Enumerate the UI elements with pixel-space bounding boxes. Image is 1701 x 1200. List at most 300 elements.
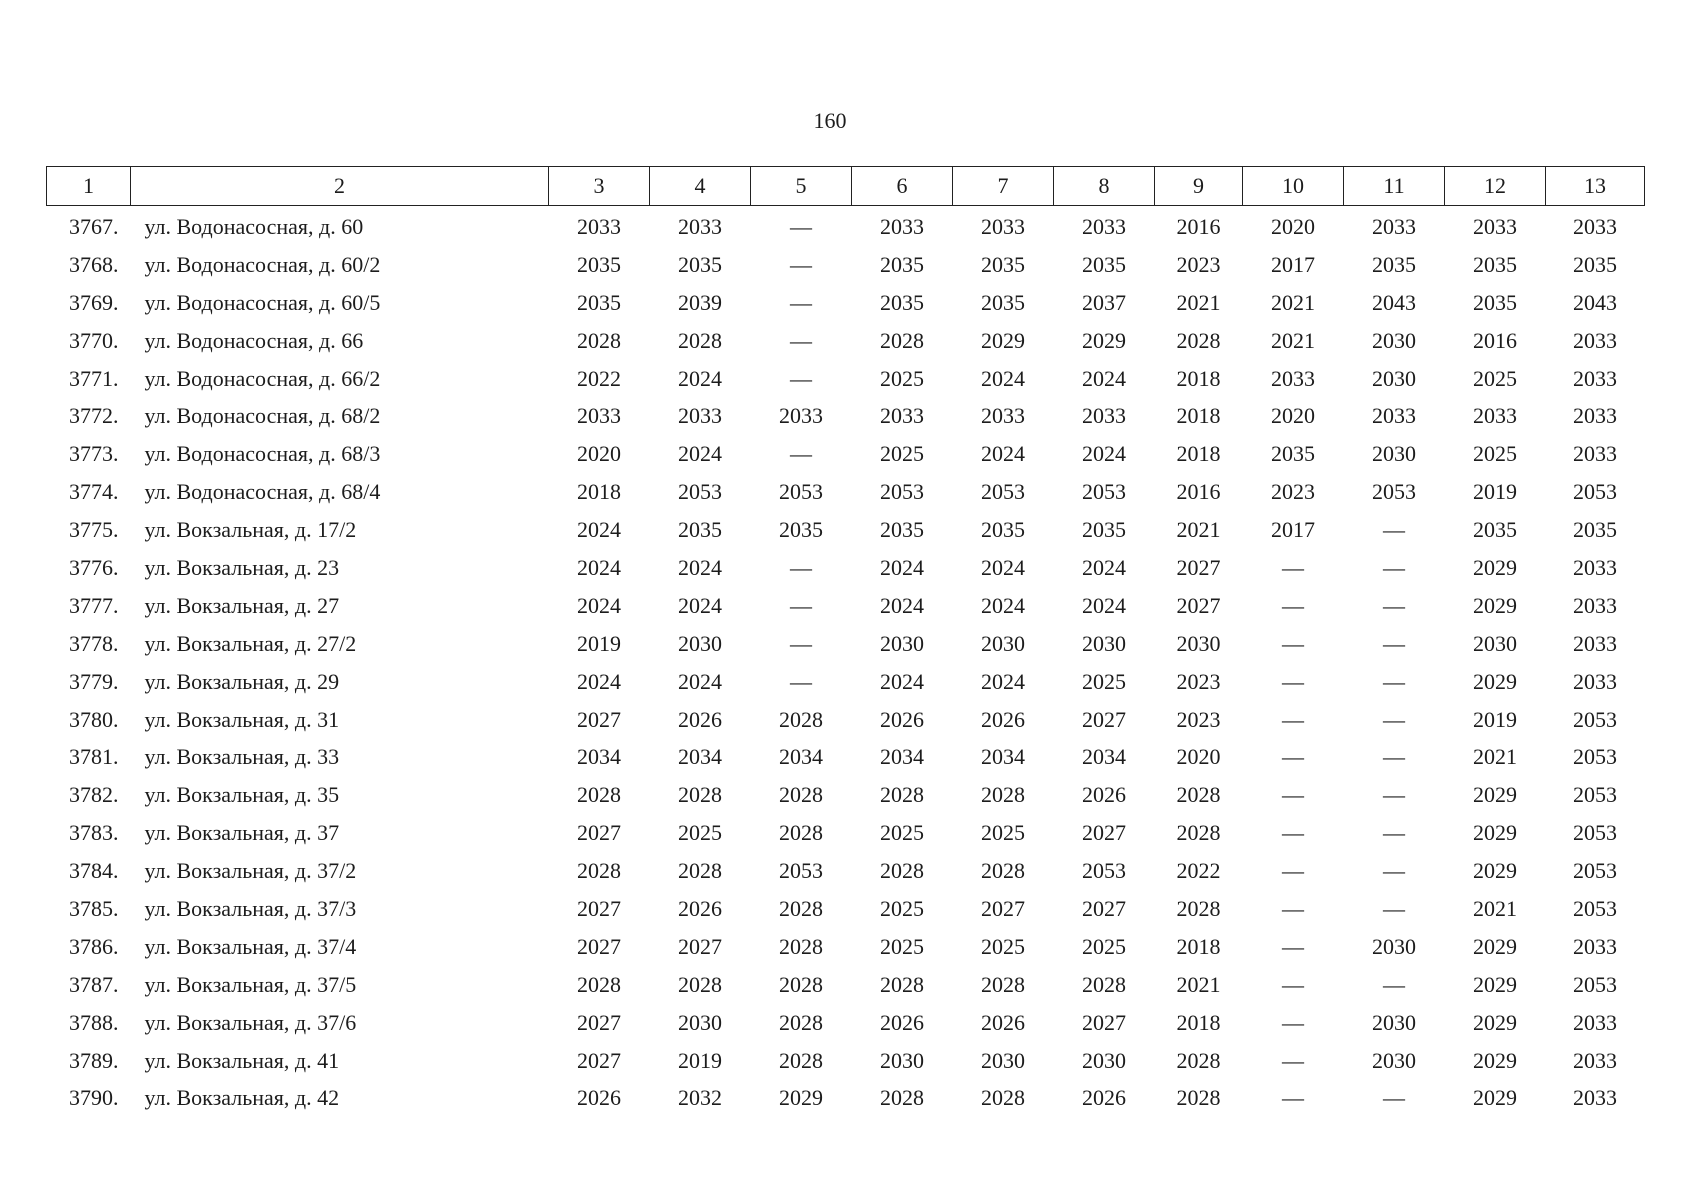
year-cell-col-4: 2030 bbox=[678, 1009, 722, 1035]
table-row bbox=[47, 1042, 1645, 1080]
address-cell: ул. Водонасосная, д. 60/5 bbox=[144, 289, 381, 315]
year-cell-col-13: 2033 bbox=[1573, 213, 1617, 239]
column-header-6: 6 bbox=[852, 167, 953, 206]
year-cell-col-7: 2033 bbox=[981, 403, 1025, 429]
year-cell-col-10: 2021 bbox=[1271, 289, 1315, 315]
year-cell-col-4: 2035 bbox=[678, 517, 722, 543]
year-cell-col-8: 2027 bbox=[1082, 706, 1126, 732]
year-cell-col-6: 2025 bbox=[880, 365, 924, 391]
year-cell-col-3: 2024 bbox=[577, 517, 621, 543]
year-cell-col-13: 2053 bbox=[1573, 971, 1617, 997]
table-row bbox=[47, 435, 1645, 473]
row-number: 3787. bbox=[69, 971, 119, 997]
address-cell: ул. Вокзальная, д. 37/2 bbox=[144, 858, 357, 884]
address-cell: ул. Водонасосная, д. 68/2 bbox=[144, 403, 381, 429]
year-cell-col-8: 2024 bbox=[1082, 365, 1126, 391]
year-cell-col-5: 2028 bbox=[779, 895, 823, 921]
year-cell-col-6: 2035 bbox=[880, 289, 924, 315]
column-header-8: 8 bbox=[1054, 167, 1155, 206]
year-cell-col-10: — bbox=[1282, 1047, 1304, 1073]
year-cell-col-9: 2021 bbox=[1176, 289, 1221, 315]
column-header-3: 3 bbox=[549, 167, 650, 206]
year-cell-col-13: 2043 bbox=[1573, 289, 1617, 315]
year-cell-col-4: 2030 bbox=[678, 630, 722, 656]
table-row bbox=[47, 246, 1645, 284]
year-cell-col-12: 2029 bbox=[1473, 592, 1517, 618]
year-cell-col-3: 2035 bbox=[577, 289, 621, 315]
year-cell-col-7: 2025 bbox=[981, 933, 1025, 959]
table-row bbox=[47, 625, 1645, 663]
row-number: 3788. bbox=[69, 1009, 119, 1035]
year-cell-col-4: 2025 bbox=[678, 820, 722, 846]
year-cell-col-10: 2033 bbox=[1271, 365, 1315, 391]
year-cell-col-12: 2029 bbox=[1473, 668, 1517, 694]
row-number: 3780. bbox=[69, 706, 119, 732]
year-cell-col-6: 2025 bbox=[880, 820, 924, 846]
year-cell-col-3: 2026 bbox=[577, 1085, 621, 1111]
year-cell-col-3: 2024 bbox=[577, 668, 621, 694]
year-cell-col-7: 2028 bbox=[981, 1085, 1025, 1111]
year-cell-col-3: 2027 bbox=[577, 895, 621, 921]
year-cell-col-3: 2024 bbox=[577, 592, 621, 618]
year-cell-col-7: 2026 bbox=[981, 706, 1025, 732]
year-cell-col-10: 2023 bbox=[1271, 479, 1315, 505]
year-cell-col-8: 2024 bbox=[1082, 592, 1126, 618]
year-cell-col-11: — bbox=[1383, 971, 1405, 997]
column-header-12: 12 bbox=[1445, 167, 1546, 206]
row-number: 3790. bbox=[69, 1085, 119, 1111]
year-cell-col-6: 2028 bbox=[880, 782, 924, 808]
year-cell-col-4: 2024 bbox=[678, 554, 722, 580]
table-row bbox=[47, 284, 1645, 322]
column-header-11: 11 bbox=[1344, 167, 1445, 206]
year-cell-col-5: — bbox=[790, 441, 812, 467]
year-cell-col-9: 2028 bbox=[1176, 895, 1221, 921]
year-cell-col-5: — bbox=[790, 630, 812, 656]
year-cell-col-9: 2028 bbox=[1176, 782, 1221, 808]
year-cell-col-7: 2028 bbox=[981, 971, 1025, 997]
year-cell-col-7: 2034 bbox=[981, 744, 1025, 770]
year-cell-col-11: 2033 bbox=[1372, 213, 1416, 239]
year-cell-col-3: 2028 bbox=[577, 858, 621, 884]
year-cell-col-4: 2028 bbox=[678, 782, 722, 808]
year-cell-col-12: 2029 bbox=[1473, 554, 1517, 580]
year-cell-col-8: 2025 bbox=[1082, 668, 1126, 694]
column-header-7: 7 bbox=[953, 167, 1054, 206]
year-cell-col-13: 2033 bbox=[1573, 1085, 1617, 1111]
address-cell: ул. Водонасосная, д. 68/3 bbox=[144, 441, 381, 467]
year-cell-col-13: 2033 bbox=[1573, 1047, 1617, 1073]
year-cell-col-6: 2024 bbox=[880, 554, 924, 580]
year-cell-col-12: 2029 bbox=[1473, 820, 1517, 846]
year-cell-col-13: 2033 bbox=[1573, 1009, 1617, 1035]
row-number: 3783. bbox=[69, 820, 119, 846]
row-number: 3774. bbox=[69, 479, 119, 505]
year-cell-col-8: 2027 bbox=[1082, 895, 1126, 921]
year-cell-col-3: 2027 bbox=[577, 1009, 621, 1035]
year-cell-col-7: 2025 bbox=[981, 820, 1025, 846]
year-cell-col-11: — bbox=[1383, 820, 1405, 846]
year-cell-col-10: — bbox=[1282, 706, 1304, 732]
year-cell-col-3: 2028 bbox=[577, 327, 621, 353]
year-cell-col-5: — bbox=[790, 554, 812, 580]
year-cell-col-3: 2027 bbox=[577, 933, 621, 959]
year-cell-col-8: 2030 bbox=[1082, 630, 1126, 656]
year-cell-col-9: 2022 bbox=[1176, 858, 1221, 884]
year-cell-col-13: 2053 bbox=[1573, 706, 1617, 732]
year-cell-col-4: 2028 bbox=[678, 858, 722, 884]
year-cell-col-11: — bbox=[1383, 668, 1405, 694]
address-cell: ул. Вокзальная, д. 17/2 bbox=[144, 517, 357, 543]
year-cell-col-8: 2035 bbox=[1082, 517, 1126, 543]
year-cell-col-6: 2030 bbox=[880, 630, 924, 656]
address-cell: ул. Вокзальная, д. 37 bbox=[144, 820, 340, 846]
year-cell-col-12: 2035 bbox=[1473, 251, 1517, 277]
year-cell-col-12: 2029 bbox=[1473, 782, 1517, 808]
year-cell-col-13: 2033 bbox=[1573, 441, 1617, 467]
year-cell-col-9: 2023 bbox=[1176, 706, 1221, 732]
year-cell-col-7: 2035 bbox=[981, 517, 1025, 543]
year-cell-col-3: 2035 bbox=[577, 251, 621, 277]
year-cell-col-7: 2035 bbox=[981, 251, 1025, 277]
row-number: 3789. bbox=[69, 1047, 119, 1073]
year-cell-col-8: 2035 bbox=[1082, 251, 1126, 277]
year-cell-col-11: — bbox=[1383, 517, 1405, 543]
year-cell-col-13: 2033 bbox=[1573, 592, 1617, 618]
address-cell: ул. Вокзальная, д. 37/6 bbox=[144, 1009, 357, 1035]
table-row bbox=[47, 738, 1645, 776]
table-row bbox=[47, 1004, 1645, 1042]
year-cell-col-12: 2033 bbox=[1473, 403, 1517, 429]
year-cell-col-6: 2028 bbox=[880, 858, 924, 884]
year-cell-col-10: — bbox=[1282, 1009, 1304, 1035]
year-cell-col-11: — bbox=[1383, 706, 1405, 732]
year-cell-col-10: — bbox=[1282, 630, 1304, 656]
year-cell-col-8: 2024 bbox=[1082, 441, 1126, 467]
year-cell-col-7: 2024 bbox=[981, 441, 1025, 467]
year-cell-col-7: 2053 bbox=[981, 479, 1025, 505]
table-row bbox=[47, 814, 1645, 852]
row-number: 3784. bbox=[69, 858, 119, 884]
table-header bbox=[47, 167, 1645, 206]
table-row bbox=[47, 549, 1645, 587]
address-cell: ул. Вокзальная, д. 33 bbox=[144, 744, 340, 770]
column-header-2: 2 bbox=[131, 167, 549, 206]
year-cell-col-5: 2034 bbox=[779, 744, 823, 770]
year-cell-col-6: 2028 bbox=[880, 1085, 924, 1111]
year-cell-col-4: 2033 bbox=[678, 213, 722, 239]
year-cell-col-11: — bbox=[1383, 744, 1405, 770]
year-cell-col-11: 2030 bbox=[1372, 327, 1416, 353]
year-cell-col-3: 2019 bbox=[577, 630, 621, 656]
year-cell-col-7: 2027 bbox=[981, 895, 1025, 921]
table-row bbox=[47, 360, 1645, 398]
year-cell-col-8: 2034 bbox=[1082, 744, 1126, 770]
year-cell-col-7: 2029 bbox=[981, 327, 1025, 353]
table-row bbox=[47, 663, 1645, 701]
year-cell-col-4: 2026 bbox=[678, 706, 722, 732]
year-cell-col-4: 2034 bbox=[678, 744, 722, 770]
year-cell-col-9: 2016 bbox=[1176, 479, 1221, 505]
year-cell-col-5: 2053 bbox=[779, 858, 823, 884]
year-cell-col-13: 2033 bbox=[1573, 403, 1617, 429]
year-cell-col-6: 2033 bbox=[880, 403, 924, 429]
address-cell: ул. Водонасосная, д. 66/2 bbox=[144, 365, 381, 391]
year-cell-col-8: 2037 bbox=[1082, 289, 1126, 315]
year-cell-col-12: 2021 bbox=[1473, 744, 1517, 770]
table-row bbox=[47, 473, 1645, 511]
year-cell-col-12: 2025 bbox=[1473, 441, 1517, 467]
table-row bbox=[47, 852, 1645, 890]
table-row bbox=[47, 397, 1645, 435]
table-row bbox=[47, 966, 1645, 1004]
year-cell-col-3: 2027 bbox=[577, 706, 621, 732]
header-row bbox=[47, 167, 1645, 206]
year-cell-col-13: 2033 bbox=[1573, 668, 1617, 694]
year-cell-col-9: 2028 bbox=[1176, 327, 1221, 353]
year-cell-col-13: 2053 bbox=[1573, 820, 1617, 846]
year-cell-col-5: 2028 bbox=[779, 1009, 823, 1035]
year-cell-col-11: — bbox=[1383, 858, 1405, 884]
address-cell: ул. Вокзальная, д. 37/3 bbox=[144, 895, 357, 921]
year-cell-col-13: 2053 bbox=[1573, 744, 1617, 770]
year-cell-col-10: 2017 bbox=[1271, 251, 1315, 277]
year-cell-col-11: — bbox=[1383, 782, 1405, 808]
year-cell-col-10: 2017 bbox=[1271, 517, 1315, 543]
row-number: 3776. bbox=[69, 554, 119, 580]
year-cell-col-11: 2030 bbox=[1372, 1009, 1416, 1035]
year-cell-col-8: 2027 bbox=[1082, 1009, 1126, 1035]
year-cell-col-3: 2034 bbox=[577, 744, 621, 770]
year-cell-col-5: 2029 bbox=[779, 1085, 823, 1111]
address-cell: ул. Вокзальная, д. 42 bbox=[144, 1085, 340, 1111]
year-cell-col-13: 2053 bbox=[1573, 479, 1617, 505]
row-number: 3779. bbox=[69, 668, 119, 694]
year-cell-col-9: 2016 bbox=[1176, 213, 1221, 239]
year-cell-col-12: 2033 bbox=[1473, 213, 1517, 239]
page-number: 160 bbox=[813, 108, 847, 133]
table-row bbox=[47, 701, 1645, 739]
year-cell-col-3: 2028 bbox=[577, 971, 621, 997]
year-cell-col-5: — bbox=[790, 213, 812, 239]
address-cell: ул. Вокзальная, д. 41 bbox=[144, 1047, 340, 1073]
year-cell-col-6: 2028 bbox=[880, 971, 924, 997]
year-cell-col-9: 2020 bbox=[1176, 744, 1221, 770]
year-cell-col-12: 2029 bbox=[1473, 1009, 1517, 1035]
year-cell-col-8: 2029 bbox=[1082, 327, 1126, 353]
year-cell-col-5: — bbox=[790, 251, 812, 277]
year-cell-col-7: 2028 bbox=[981, 858, 1025, 884]
address-cell: ул. Вокзальная, д. 31 bbox=[144, 706, 340, 732]
year-cell-col-10: — bbox=[1282, 971, 1304, 997]
year-cell-col-12: 2029 bbox=[1473, 933, 1517, 959]
year-cell-col-4: 2028 bbox=[678, 327, 722, 353]
year-cell-col-4: 2035 bbox=[678, 251, 722, 277]
year-cell-col-5: 2033 bbox=[779, 403, 823, 429]
year-cell-col-9: 2027 bbox=[1176, 592, 1221, 618]
year-cell-col-12: 2035 bbox=[1473, 517, 1517, 543]
year-cell-col-4: 2039 bbox=[678, 289, 722, 315]
year-cell-col-4: 2026 bbox=[678, 895, 722, 921]
table-row bbox=[47, 587, 1645, 625]
year-cell-col-7: 2024 bbox=[981, 592, 1025, 618]
year-cell-col-10: — bbox=[1282, 858, 1304, 884]
year-cell-col-10: 2035 bbox=[1271, 441, 1315, 467]
year-cell-col-5: 2028 bbox=[779, 1047, 823, 1073]
year-cell-col-3: 2028 bbox=[577, 782, 621, 808]
address-cell: ул. Вокзальная, д. 23 bbox=[144, 554, 340, 580]
year-cell-col-7: 2030 bbox=[981, 630, 1025, 656]
address-cell: ул. Вокзальная, д. 35 bbox=[144, 782, 340, 808]
year-cell-col-11: — bbox=[1383, 630, 1405, 656]
address-cell: ул. Водонасосная, д. 68/4 bbox=[144, 479, 381, 505]
address-cell: ул. Вокзальная, д. 37/4 bbox=[144, 933, 357, 959]
year-cell-col-6: 2028 bbox=[880, 327, 924, 353]
year-cell-col-4: 2053 bbox=[678, 479, 722, 505]
year-cell-col-7: 2028 bbox=[981, 782, 1025, 808]
year-cell-col-11: — bbox=[1383, 592, 1405, 618]
year-cell-col-11: 2043 bbox=[1372, 289, 1416, 315]
column-header-1: 1 bbox=[47, 167, 131, 206]
year-cell-col-7: 2024 bbox=[981, 365, 1025, 391]
year-cell-col-9: 2023 bbox=[1176, 668, 1221, 694]
row-number: 3769. bbox=[69, 289, 119, 315]
year-cell-col-10: — bbox=[1282, 820, 1304, 846]
year-cell-col-9: 2018 bbox=[1176, 441, 1221, 467]
row-number: 3772. bbox=[69, 403, 119, 429]
year-cell-col-4: 2024 bbox=[678, 592, 722, 618]
year-cell-col-6: 2024 bbox=[880, 592, 924, 618]
year-cell-col-4: 2027 bbox=[678, 933, 722, 959]
year-cell-col-3: 2033 bbox=[577, 213, 621, 239]
year-cell-col-4: 2028 bbox=[678, 971, 722, 997]
year-cell-col-11: 2035 bbox=[1372, 251, 1416, 277]
year-cell-col-5: — bbox=[790, 592, 812, 618]
year-cell-col-6: 2053 bbox=[880, 479, 924, 505]
row-number: 3778. bbox=[69, 630, 119, 656]
year-cell-col-5: — bbox=[790, 668, 812, 694]
year-cell-col-9: 2018 bbox=[1176, 403, 1221, 429]
year-cell-col-10: — bbox=[1282, 782, 1304, 808]
year-cell-col-12: 2030 bbox=[1473, 630, 1517, 656]
year-cell-col-6: 2025 bbox=[880, 933, 924, 959]
year-cell-col-12: 2029 bbox=[1473, 858, 1517, 884]
table-row bbox=[47, 322, 1645, 360]
year-cell-col-5: 2028 bbox=[779, 820, 823, 846]
year-cell-col-11: 2053 bbox=[1372, 479, 1416, 505]
year-cell-col-11: 2033 bbox=[1372, 403, 1416, 429]
year-cell-col-4: 2032 bbox=[678, 1085, 722, 1111]
address-cell: ул. Водонасосная, д. 60/2 bbox=[144, 251, 381, 277]
year-cell-col-13: 2033 bbox=[1573, 933, 1617, 959]
row-number: 3773. bbox=[69, 441, 119, 467]
year-cell-col-6: 2033 bbox=[880, 213, 924, 239]
column-header-13: 13 bbox=[1546, 167, 1645, 206]
year-cell-col-9: 2023 bbox=[1176, 251, 1221, 277]
year-cell-col-7: 2033 bbox=[981, 213, 1025, 239]
year-cell-col-4: 2033 bbox=[678, 403, 722, 429]
year-cell-col-5: — bbox=[790, 365, 812, 391]
year-cell-col-10: — bbox=[1282, 592, 1304, 618]
row-number: 3768. bbox=[69, 251, 119, 277]
table-row bbox=[47, 928, 1645, 966]
year-cell-col-10: — bbox=[1282, 933, 1304, 959]
year-cell-col-4: 2024 bbox=[678, 365, 722, 391]
table-row bbox=[47, 776, 1645, 814]
row-number: 3781. bbox=[69, 744, 119, 770]
year-cell-col-6: 2035 bbox=[880, 251, 924, 277]
year-cell-col-8: 2028 bbox=[1082, 971, 1126, 997]
year-cell-col-8: 2030 bbox=[1082, 1047, 1126, 1073]
year-cell-col-5: 2028 bbox=[779, 782, 823, 808]
column-header-9: 9 bbox=[1155, 167, 1243, 206]
year-cell-col-8: 2053 bbox=[1082, 479, 1126, 505]
year-cell-col-3: 2027 bbox=[577, 820, 621, 846]
row-number: 3777. bbox=[69, 592, 119, 618]
year-cell-col-6: 2024 bbox=[880, 668, 924, 694]
row-number: 3767. bbox=[69, 213, 119, 239]
year-cell-col-6: 2025 bbox=[880, 441, 924, 467]
year-cell-col-8: 2025 bbox=[1082, 933, 1126, 959]
year-cell-col-12: 2029 bbox=[1473, 1047, 1517, 1073]
year-cell-col-7: 2026 bbox=[981, 1009, 1025, 1035]
year-cell-col-13: 2053 bbox=[1573, 782, 1617, 808]
year-cell-col-3: 2020 bbox=[577, 441, 621, 467]
row-number: 3771. bbox=[69, 365, 119, 391]
year-cell-col-13: 2033 bbox=[1573, 630, 1617, 656]
year-cell-col-13: 2035 bbox=[1573, 251, 1617, 277]
year-cell-col-11: 2030 bbox=[1372, 933, 1416, 959]
year-cell-col-11: 2030 bbox=[1372, 441, 1416, 467]
year-cell-col-10: — bbox=[1282, 668, 1304, 694]
year-cell-col-7: 2030 bbox=[981, 1047, 1025, 1073]
year-cell-col-9: 2028 bbox=[1176, 1085, 1221, 1111]
year-cell-col-11: — bbox=[1383, 895, 1405, 921]
column-header-5: 5 bbox=[751, 167, 852, 206]
year-cell-col-10: — bbox=[1282, 554, 1304, 580]
year-cell-col-12: 2021 bbox=[1473, 895, 1517, 921]
year-cell-col-12: 2035 bbox=[1473, 289, 1517, 315]
table-body bbox=[47, 206, 1645, 1118]
year-cell-col-8: 2033 bbox=[1082, 403, 1126, 429]
year-cell-col-12: 2025 bbox=[1473, 365, 1517, 391]
year-cell-col-4: 2019 bbox=[678, 1047, 722, 1073]
address-cell: ул. Вокзальная, д. 37/5 bbox=[144, 971, 357, 997]
year-cell-col-8: 2026 bbox=[1082, 1085, 1126, 1111]
year-cell-col-6: 2034 bbox=[880, 744, 924, 770]
year-cell-col-13: 2053 bbox=[1573, 895, 1617, 921]
year-cell-col-5: 2028 bbox=[779, 706, 823, 732]
year-cell-col-3: 2033 bbox=[577, 403, 621, 429]
year-cell-col-10: 2020 bbox=[1271, 213, 1315, 239]
year-cell-col-9: 2030 bbox=[1176, 630, 1221, 656]
year-cell-col-5: 2053 bbox=[779, 479, 823, 505]
table-row bbox=[47, 511, 1645, 549]
year-cell-col-6: 2026 bbox=[880, 1009, 924, 1035]
year-cell-col-8: 2033 bbox=[1082, 213, 1126, 239]
year-cell-col-9: 2028 bbox=[1176, 820, 1221, 846]
year-cell-col-12: 2029 bbox=[1473, 1085, 1517, 1111]
row-number: 3770. bbox=[69, 327, 119, 353]
year-cell-col-10: — bbox=[1282, 1085, 1304, 1111]
year-cell-col-8: 2024 bbox=[1082, 554, 1126, 580]
year-cell-col-5: 2035 bbox=[779, 517, 823, 543]
year-cell-col-4: 2024 bbox=[678, 668, 722, 694]
year-cell-col-9: 2021 bbox=[1176, 517, 1221, 543]
year-cell-col-9: 2028 bbox=[1176, 1047, 1221, 1073]
year-cell-col-7: 2024 bbox=[981, 554, 1025, 580]
year-cell-col-4: 2024 bbox=[678, 441, 722, 467]
